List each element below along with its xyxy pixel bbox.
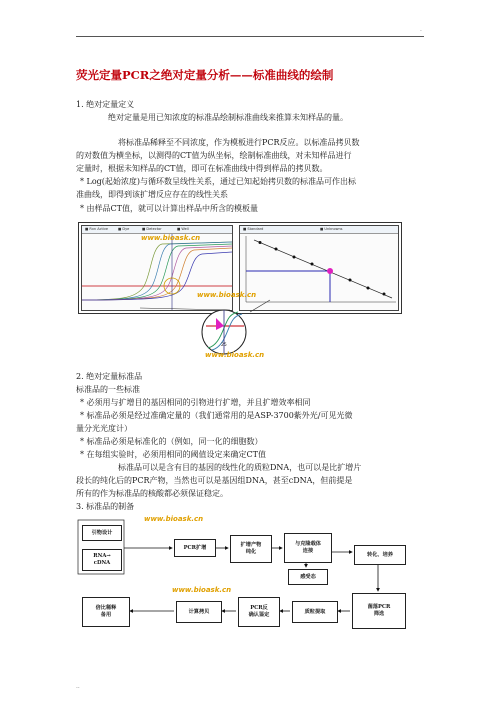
section2-bullet: * 标准品必须是标准化的（例如，同一化的细胞数） — [80, 437, 263, 446]
section1-para-line: 定量时，根据未知样品的CT值，即可在标准曲线中得到样品的拷贝数。 — [76, 164, 328, 173]
section2-para-line: 标准品可以是含有目的基因的线性化的质粒DNA，也可以是比扩增片 — [118, 463, 362, 472]
section2-bullet: * 标准品必须是经过准确定量的（我们通常用的是ASP-3700紫外光/可见光微 — [80, 411, 353, 420]
watermark: www.bioask.cn — [141, 234, 201, 242]
section2-bullet: 量分光光度计） — [76, 424, 132, 433]
section1-definition: 绝对定量是用已知浓度的标准品绘制标准曲线来推算未知样品的量。 — [108, 113, 348, 122]
flow-step-vector-ligation: 与克隆载体 连接 — [284, 533, 332, 563]
section1-para-line: 的对数值为横坐标，以测得的CT值为纵坐标，绘制标准曲线，对未知样品进行 — [76, 151, 352, 160]
flow-step-serial-dilution: 倍比稀释 备用 — [82, 597, 130, 627]
flow-step-rna-cdna: RNA→ cDNA — [82, 549, 122, 571]
section2-para-line: 段长的纯化后的PCR产物，当然也可以是基因组DNA，甚至cDNA，但前提是 — [76, 476, 353, 485]
footer-mark: .. — [76, 683, 80, 690]
section3-heading: 3. 标准品的制备 — [76, 502, 135, 511]
flow-step-colony-pcr: 菌落PCR 筛选 — [352, 593, 406, 629]
section2-bullet: * 在每组实验时，必须用相同的阈值设定来确定CT值 — [80, 450, 266, 459]
zoom-tick-label: 25 — [221, 343, 227, 348]
section1-bullet: 准曲线，即得到该扩增反应存在的线性关系 — [76, 190, 228, 199]
flow-step-copy-calculation: 计算拷贝 — [176, 601, 222, 623]
flow-step-product-purification: 扩增产物 纯化 — [230, 535, 272, 563]
section2-bullet: * 必须用与扩增目的基因相同的引物进行扩增，并且扩增效率相同 — [80, 398, 311, 407]
flow-step-primer-design: 引物设计 — [82, 525, 122, 541]
amplification-legend: ■ Rxn Active ■ Dye ■ Detector ■ Well — [82, 226, 232, 234]
section2-intro: 标准品的一些标准 — [76, 385, 140, 394]
flow-step-pcr-confirmation: PCR反 确认鉴定 — [238, 597, 280, 627]
page-title: 荧光定量PCR之绝对定量分析——标准曲线的绘制 — [76, 68, 334, 82]
curve-legend: ■ Standard ■ Unknowns — [240, 226, 398, 234]
flow-step-pcr-amplification: PCR扩增 — [174, 539, 216, 557]
section1-heading: 1. 绝对定量定义 — [76, 100, 135, 109]
corner-mark: . — [420, 26, 422, 33]
watermark: www.bioask.cn — [172, 586, 232, 594]
preparation-flowchart — [76, 517, 416, 637]
header-rule — [76, 36, 424, 37]
watermark: www.bioask.cn — [144, 515, 204, 523]
watermark: www.bioask.cn — [205, 351, 265, 359]
flow-step-transform-culture: 转化、培养 — [354, 545, 406, 565]
section1-bullet: * Log(起始浓度)与循环数呈线性关系，通过已知起始拷贝数的标准品可作出标 — [80, 177, 357, 186]
section2-para-line: 所有的作为标准品的核酸都必须保证稳定。 — [76, 489, 228, 498]
section1-para-line: 将标准品稀释至不同浓度，作为模板进行PCR反应。以标准品拷贝数 — [118, 138, 360, 147]
section2-heading: 2. 绝对定量标准品 — [76, 372, 143, 381]
flow-step-plasmid-extraction: 质粒提取 — [292, 601, 338, 623]
watermark: www.bioask.cn — [197, 291, 257, 299]
flow-step-competent-cells: 感受态 — [288, 569, 328, 585]
section1-bullet: * 由样品CT值，就可以计算出样品中所含的模板量 — [80, 204, 258, 213]
